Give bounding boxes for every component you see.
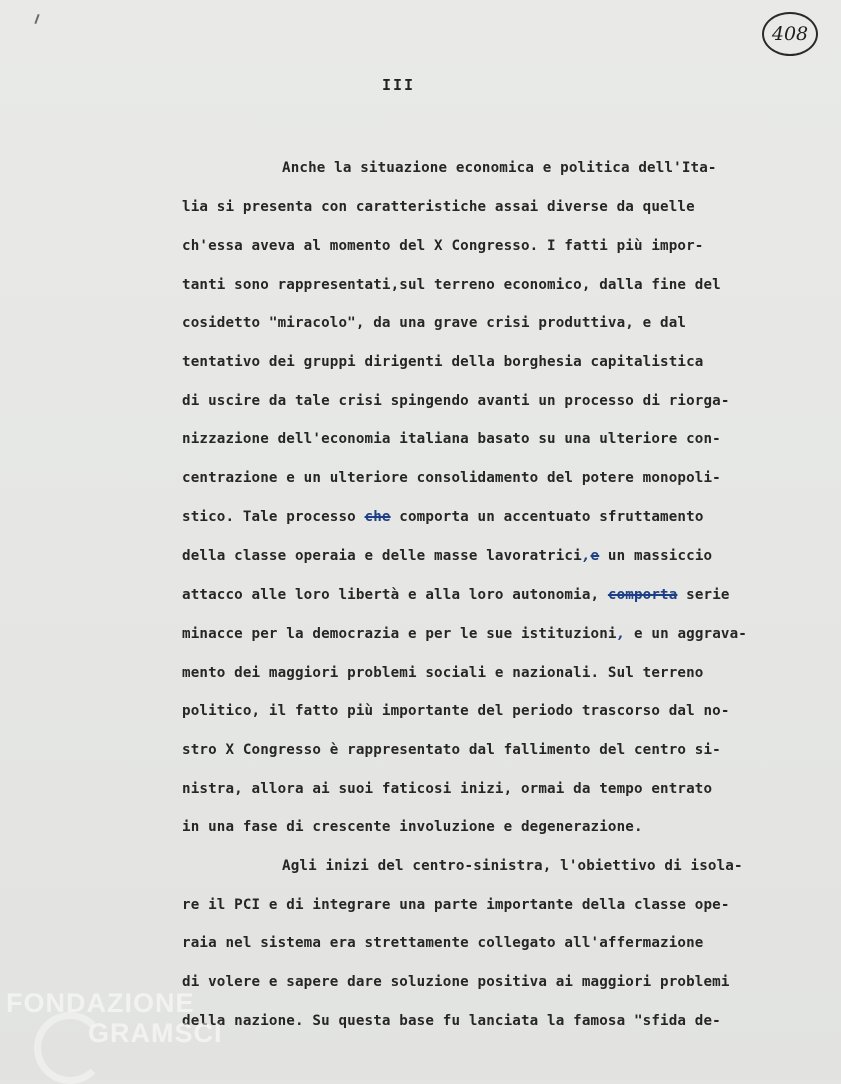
text-line: politico, il fatto più importante del periodo trascorso dal no-	[182, 703, 730, 719]
text-line-edited	[182, 509, 704, 525]
text-segment: un massiccio	[599, 548, 713, 564]
margin-mark	[34, 14, 39, 24]
text-line: Agli inizi del centro-sinistra, l'obiettivo di isola-	[282, 858, 743, 874]
text-line: di volere e sapere dare soluzione positiva ai maggiori problemi	[182, 974, 730, 990]
text-segment: attacco alle loro libertà e alla loro autonomia,	[182, 587, 608, 603]
text-line: di uscire da tale crisi spingendo avanti un processo di riorga-	[182, 393, 730, 409]
text-segment: stico. Tale processo	[182, 509, 365, 525]
text-line-edited	[182, 587, 730, 603]
text-line: cosidetto "miracolo", da una grave crisi produttiva, e dal	[182, 315, 687, 331]
watermark	[6, 988, 223, 1048]
text-line-edited	[182, 626, 747, 642]
text-line: Anche la situazione economica e politica dell'Ita-	[282, 160, 717, 176]
handwritten-comma: ,	[581, 548, 591, 564]
text-line: lia si presenta con caratteristiche assai diverse da quelle	[182, 199, 695, 215]
struck-word: comporta	[607, 587, 678, 603]
text-line: re il PCI e di integrare una parte importante della classe ope-	[182, 897, 730, 913]
text-line: nizzazione dell'economia italiana basato su una ulteriore con-	[182, 431, 721, 447]
text-line: tentativo dei gruppi dirigenti della borghesia capitalistica	[182, 354, 704, 370]
text-line: stro X Congresso è rappresentato dal fallimento del centro si-	[182, 742, 721, 758]
text-segment: serie	[677, 587, 730, 603]
text-segment: e un aggrava-	[625, 626, 747, 642]
watermark-line: FONDAZIONE	[6, 988, 195, 1018]
struck-word: e	[590, 548, 600, 564]
text-line-edited	[182, 548, 712, 564]
text-segment: della classe operaia e delle masse lavoratrici	[182, 548, 582, 564]
handwritten-comma: ,	[616, 626, 626, 642]
text-line: mento dei maggiori problemi sociali e nazionali. Sul terreno	[182, 665, 704, 681]
text-line: ch'essa aveva al momento del X Congresso. I fatti più impor-	[182, 238, 704, 254]
text-line: raia nel sistema era strettamente collegato all'affermazione	[182, 935, 704, 951]
text-line: tanti sono rappresentati,sul terreno economico, dalla fine del	[182, 277, 721, 293]
page-number: 408	[762, 12, 818, 56]
section-heading: III	[382, 76, 416, 94]
text-segment: comporta un accentuato sfruttamento	[390, 509, 704, 525]
text-line: nistra, allora ai suoi faticosi inizi, ormai da tempo entrato	[182, 781, 713, 797]
text-line: centrazione e un ulteriore consolidamento del potere monopoli-	[182, 470, 721, 486]
watermark-line: GRAMSCI	[88, 1018, 223, 1048]
text-line: in una fase di crescente involuzione e degenerazione.	[182, 819, 643, 835]
text-line: della nazione. Su questa base fu lanciata la famosa "sfida de-	[182, 1013, 721, 1029]
text-segment: minacce per la democrazia e per le sue istituzioni	[182, 626, 617, 642]
struck-word: che	[364, 509, 391, 525]
